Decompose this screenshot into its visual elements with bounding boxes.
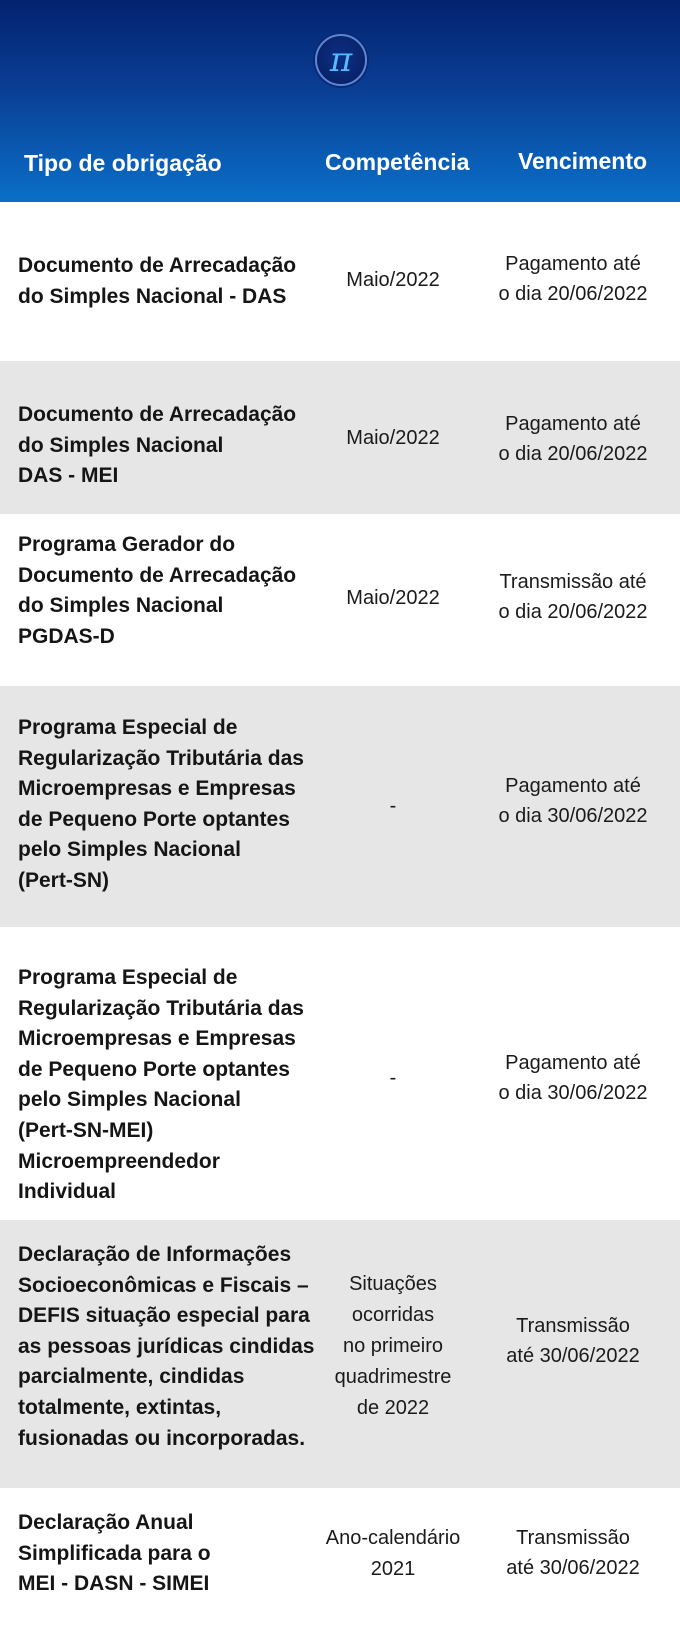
obligation-name-line: totalmente, extintas, [18, 1395, 222, 1419]
obligation-name-line: Socioeconômicas e Fiscais – [18, 1273, 309, 1297]
table-row [0, 686, 680, 927]
header-due-date: Vencimento [517, 148, 648, 174]
competence-value [318, 1269, 468, 1424]
obligation-name-line: Programa Especial de [18, 966, 238, 989]
due-date-value-line: Transmissão [516, 1527, 630, 1549]
competence-value [318, 583, 468, 614]
obligation-name-line: Programa Gerador do [18, 533, 236, 556]
obligation-name-line: do Simples Nacional [18, 594, 224, 618]
obligation-name [18, 963, 308, 1208]
obligation-name [18, 400, 308, 492]
competence-value-line: 2021 [370, 1558, 416, 1580]
obligation-name-line: Declaração de Informações [18, 1243, 292, 1266]
due-date-value-line: Pagamento até [505, 253, 641, 275]
obligation-name-line: fusionadas ou incorporadas. [18, 1426, 306, 1450]
due-date-value-line: Transmissão até [499, 571, 647, 593]
competence-value-line: de 2022 [356, 1397, 430, 1419]
obligation-name-line: (Pert-SN-MEI) [18, 1118, 154, 1142]
obligation-name-line: Declaração Anual [18, 1511, 194, 1534]
table-row [0, 1488, 680, 1633]
obligation-name-line: do Simples Nacional - DAS [18, 284, 287, 308]
obligation-name-line: pelo Simples Nacional [18, 1088, 241, 1112]
competence-value-line: no primeiro [342, 1335, 444, 1357]
obligation-name-line: Regularização Tributária das [18, 996, 304, 1020]
table-row [0, 202, 680, 361]
obligation-name [18, 1508, 308, 1600]
obligation-name-line: Simplificada para o [18, 1541, 211, 1565]
obligation-name-line: Microempresas e Empresas [18, 1027, 296, 1051]
due-date-value-line: o dia 30/06/2022 [498, 1082, 648, 1104]
due-date-value [478, 1311, 668, 1371]
competence-value [318, 1523, 468, 1585]
due-date-value [478, 567, 668, 627]
competence-value-line: - [389, 795, 397, 817]
logo-glyph: π [329, 40, 353, 80]
obligation-name-line: Documento de Arrecadação [18, 403, 297, 426]
obligation-name [18, 1240, 315, 1454]
competence-value [318, 1063, 468, 1094]
competence-value-line: quadrimestre [334, 1366, 452, 1388]
due-date-value-line: o dia 20/06/2022 [498, 443, 648, 465]
due-date-value-line: o dia 30/06/2022 [498, 805, 648, 827]
obligation-name-line: Individual [18, 1180, 117, 1204]
obligation-name-line: Microempresas e Empresas [18, 777, 296, 801]
competence-value-line: Maio/2022 [346, 269, 440, 291]
obligation-name-line: Programa Especial de [18, 716, 238, 739]
obligation-name-line: Microempreendedor [18, 1149, 220, 1173]
header-type-of-obligation: Tipo de obrigação [24, 150, 222, 176]
table-row [0, 361, 680, 514]
obligation-name-line: pelo Simples Nacional [18, 838, 241, 862]
due-date-value [478, 771, 668, 831]
competence-value-line: Maio/2022 [346, 427, 440, 449]
competence-value [318, 423, 468, 454]
competence-value [318, 265, 468, 296]
competence-value [318, 791, 468, 822]
obligation-name-line: Documento de Arrecadação [18, 254, 297, 277]
obligation-name-line: do Simples Nacional [18, 433, 224, 457]
obligation-name-line: DEFIS situação especial para [18, 1304, 310, 1328]
due-date-value-line: até 30/06/2022 [506, 1557, 640, 1579]
obligation-name-line: PGDAS-D [18, 624, 115, 648]
table-row [0, 1220, 680, 1488]
due-date-value [478, 409, 668, 469]
obligation-name [18, 713, 308, 897]
obligation-name-line: de Pequeno Porte optantes [18, 807, 290, 831]
table-row [0, 514, 680, 686]
obligation-name-line: MEI - DASN - SIMEI [18, 1572, 210, 1596]
due-date-value [478, 1523, 668, 1583]
due-date-value [478, 249, 668, 309]
obligation-name-line: de Pequeno Porte optantes [18, 1057, 290, 1081]
obligation-name [18, 251, 308, 312]
due-date-value-line: até 30/06/2022 [506, 1345, 640, 1367]
due-date-value-line: Transmissão [516, 1315, 630, 1337]
competence-value-line: Ano-calendário [325, 1527, 461, 1549]
competence-value-line: Maio/2022 [346, 587, 440, 609]
obligation-name-line: DAS - MEI [18, 464, 119, 488]
due-date-value-line: Pagamento até [505, 413, 641, 435]
due-date-value-line: o dia 20/06/2022 [498, 283, 648, 305]
pi-logo-icon [315, 34, 367, 86]
obligation-name [18, 530, 308, 652]
due-date-value-line: o dia 20/06/2022 [498, 601, 648, 623]
competence-value-line: ocorridas [351, 1304, 435, 1326]
due-date-value-line: Pagamento até [505, 775, 641, 797]
obligation-name-line: (Pert-SN) [18, 868, 110, 892]
header-competence: Competência [325, 149, 470, 175]
obligation-name-line: parcialmente, cindidas [18, 1365, 245, 1389]
table-header [0, 0, 680, 202]
competence-value-line: Situações [349, 1273, 437, 1295]
due-date-value-line: Pagamento até [505, 1052, 641, 1074]
competence-value-line: - [389, 1067, 397, 1089]
due-date-value [478, 1048, 668, 1108]
obligation-name-line: Regularização Tributária das [18, 746, 304, 770]
obligation-name-line: as pessoas jurídicas cindidas [18, 1334, 315, 1358]
table-row [0, 927, 680, 1220]
obligation-name-line: Documento de Arrecadação [18, 563, 297, 587]
